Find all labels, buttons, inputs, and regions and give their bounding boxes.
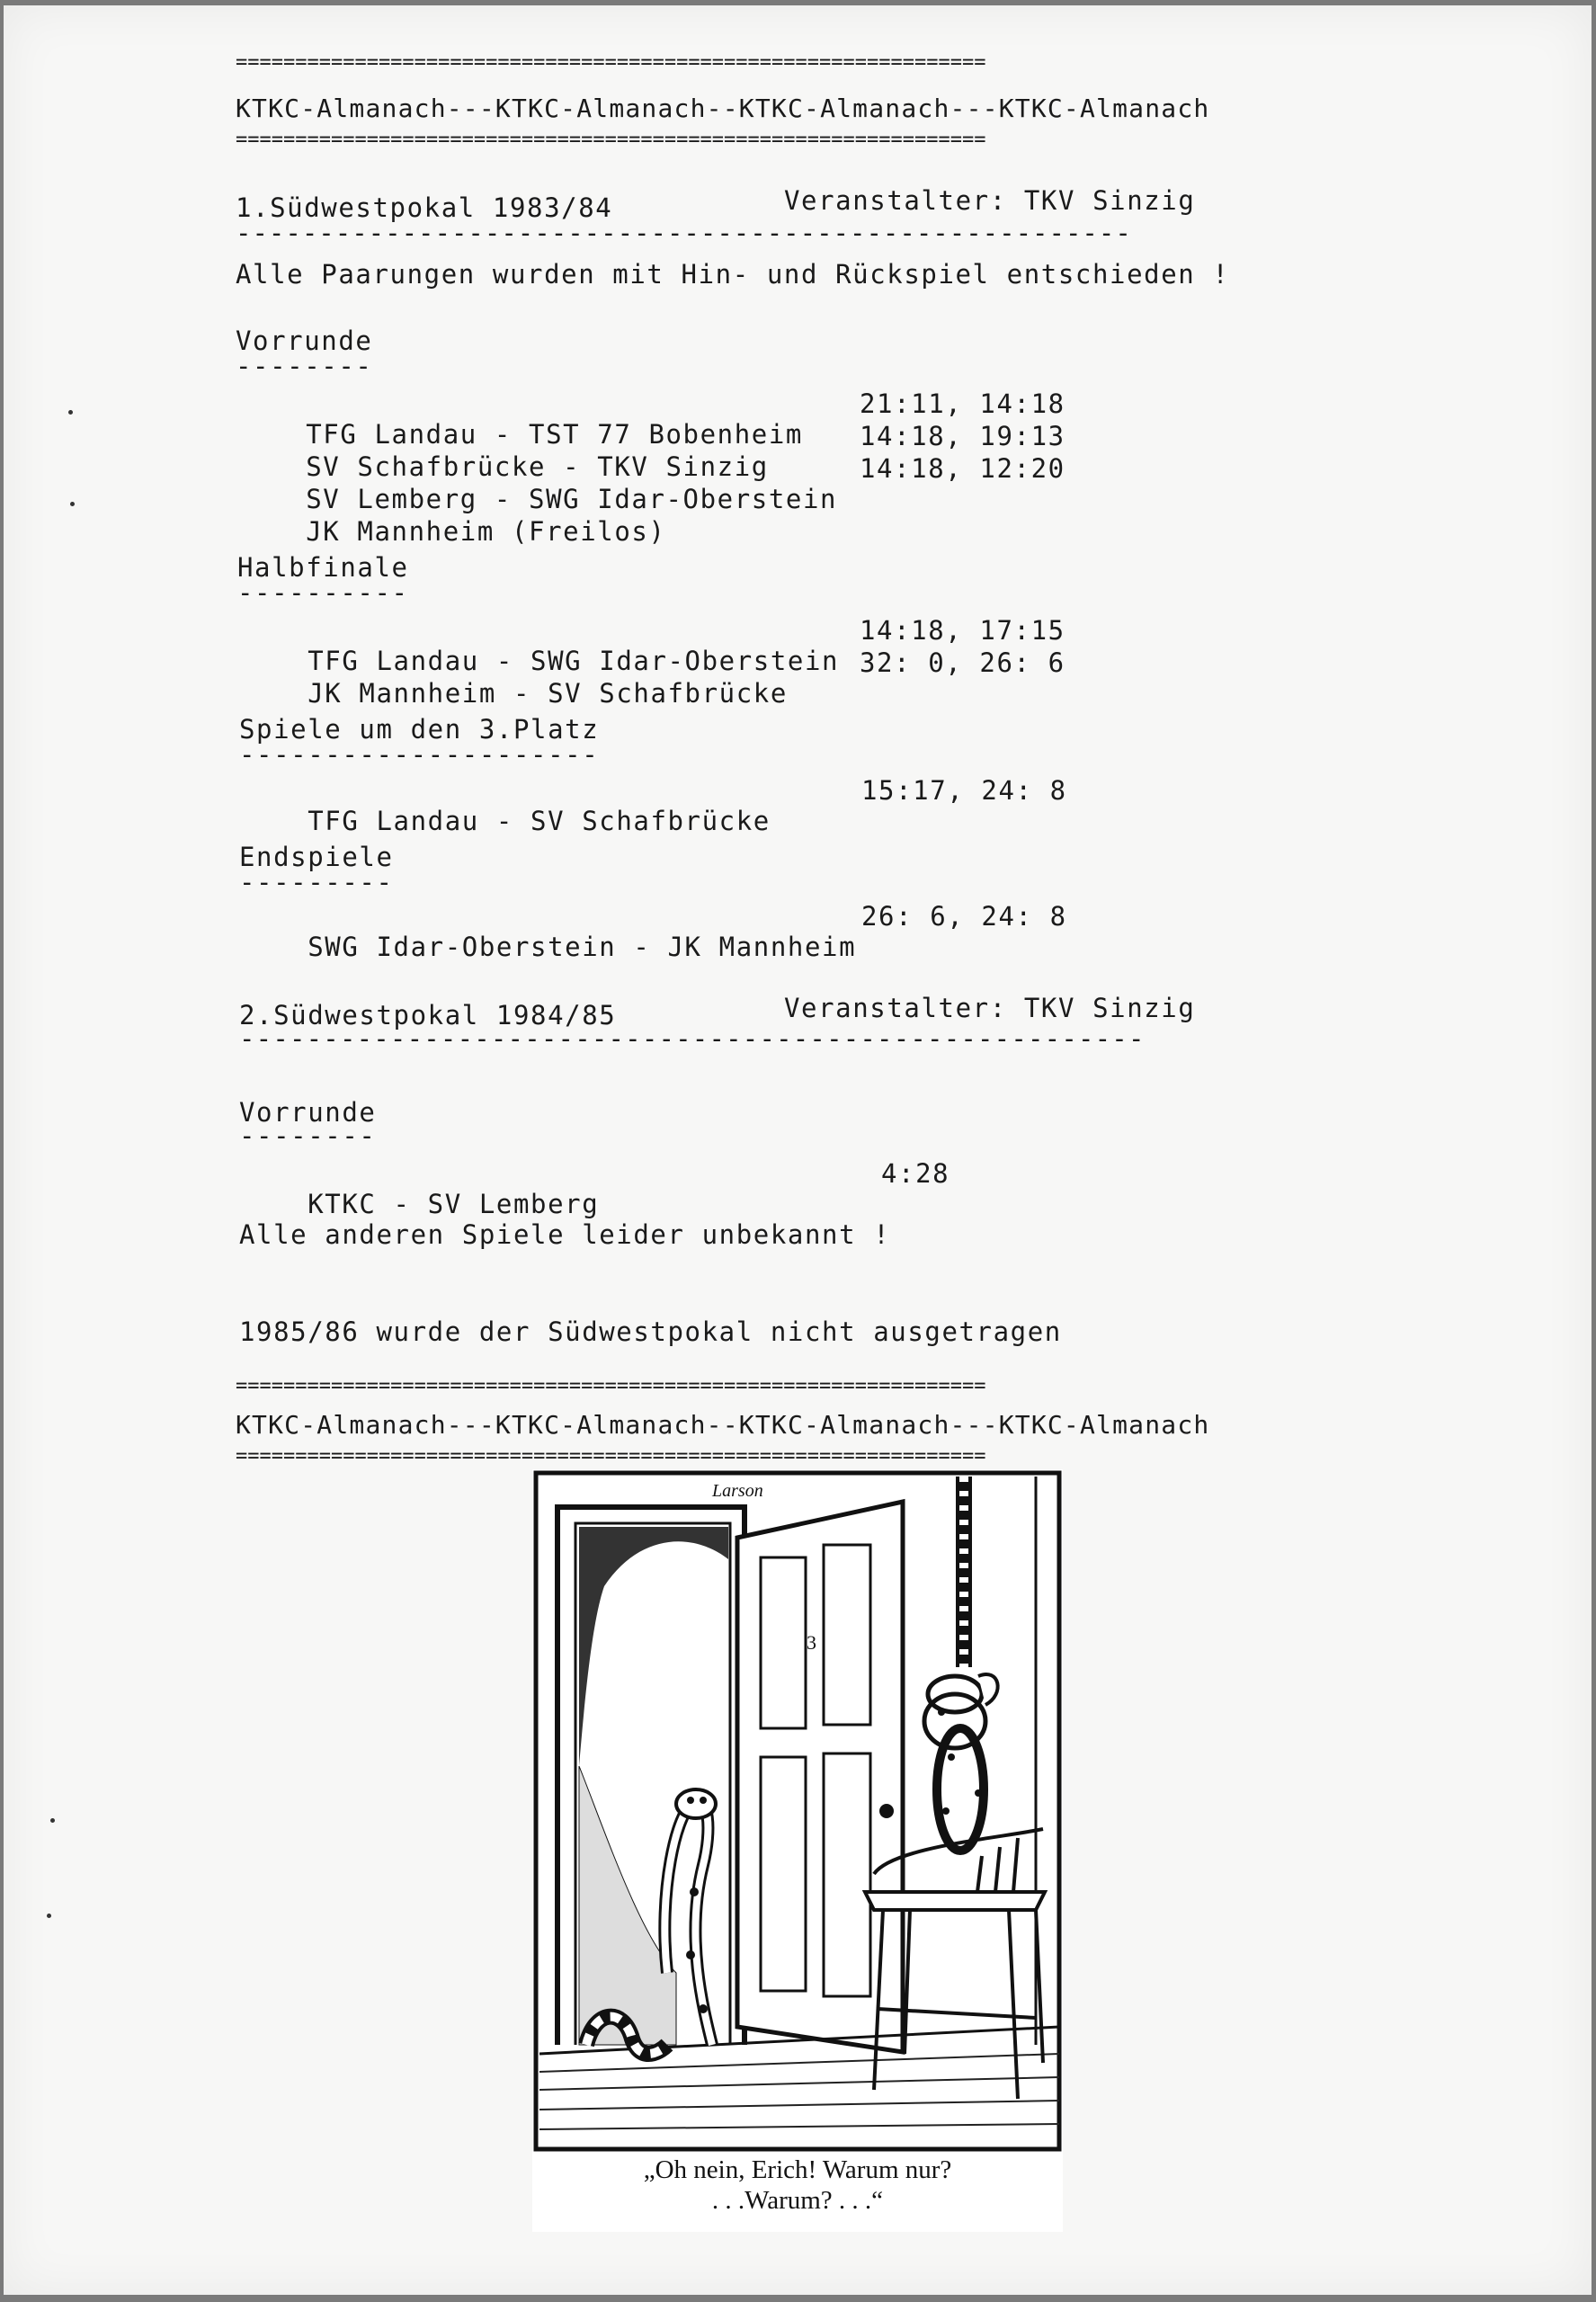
round-underline: -------- <box>236 351 373 381</box>
banner-title-bottom: KTKC-Almanach---KTKC-Almanach--KTKC-Almanach---KTKC-Almanach <box>236 1410 1210 1440</box>
caption-line-2: . . .Warum? . . .“ <box>711 2186 884 2215</box>
cartoon-signature: Larson <box>712 1481 763 1501</box>
match-pairing: TFG Landau - SV Schafbrücke <box>308 806 771 836</box>
match-score: 14:18, 17:15 <box>860 615 1065 646</box>
paper-speck <box>47 1914 51 1918</box>
match-pairing: TFG Landau - TST 77 Bobenheim <box>306 419 803 450</box>
round-heading-halbfinale: Halbfinale <box>237 552 409 583</box>
match-pairing: SV Lemberg - SWG Idar-Oberstein <box>306 484 838 514</box>
banner-rule-bottom: =============================================================== <box>236 1376 986 1397</box>
cup1-title: 1.Südwestpokal 1983/84 <box>236 192 613 223</box>
almanac-page <box>4 5 1592 2295</box>
match-score: 32: 0, 26: 6 <box>860 647 1065 678</box>
banner-title-top: KTKC-Almanach---KTKC-Almanach--KTKC-Almanach---KTKC-Almanach <box>236 94 1210 123</box>
cup2-underline: ------------------------------------------------------ <box>239 1023 1146 1054</box>
door-number: 3 <box>807 1631 816 1654</box>
match-score: 15:17, 24: 8 <box>861 775 1067 806</box>
cup2-note: Alle anderen Spiele leider unbekannt ! <box>239 1219 891 1250</box>
paper-speck <box>70 502 75 506</box>
match-pairing: SV Schafbrücke - TKV Sinzig <box>306 451 769 482</box>
cup2-organizer: Veranstalter: TKV Sinzig <box>784 993 1196 1023</box>
banner-rule-top-2: =============================================================== <box>236 129 986 151</box>
match-score: 4:28 <box>881 1158 950 1189</box>
paper-speck <box>68 410 73 415</box>
round-underline: --------------------- <box>239 739 600 770</box>
match-pairing: KTKC - SV Lemberg <box>308 1189 600 1219</box>
match-pairing: JK Mannheim - SV Schafbrücke <box>308 678 788 709</box>
cup1-organizer: Veranstalter: TKV Sinzig <box>784 185 1196 216</box>
banner-rule-bottom-2: =============================================================== <box>236 1446 986 1468</box>
cartoon-drawing <box>532 1469 1063 2153</box>
door-knob-icon <box>879 1804 894 1818</box>
match-score: 14:18, 19:13 <box>860 421 1065 451</box>
round-underline: --------- <box>239 867 394 897</box>
cup3-note: 1985/86 wurde der Südwestpokal nicht ausgetragen <box>239 1316 1062 1347</box>
paper-speck <box>50 1818 55 1823</box>
round-heading-third-place: Spiele um den 3.Platz <box>239 714 600 745</box>
cartoon <box>532 1469 1063 2232</box>
caption-line-1: „Oh nein, Erich! Warum nur? <box>643 2155 952 2184</box>
match-score: 21:11, 14:18 <box>860 388 1065 419</box>
round-underline: ---------- <box>237 577 409 608</box>
cup2-round-heading: Vorrunde <box>239 1097 377 1128</box>
banner-rule-top: =============================================================== <box>236 52 986 74</box>
match-pairing: JK Mannheim (Freilos) <box>306 516 666 547</box>
cup2-title: 2.Südwestpokal 1984/85 <box>239 1000 617 1031</box>
round-underline: -------- <box>239 1120 377 1151</box>
cup1-underline: ------------------------------------------------------ <box>236 218 1132 248</box>
match-score: 26: 6, 24: 8 <box>861 901 1067 932</box>
cup1-note: Alle Paarungen wurden mit Hin- und Rückspiel entschieden ! <box>236 259 1230 290</box>
match-pairing: TFG Landau - SWG Idar-Oberstein <box>308 646 840 676</box>
match-pairing: SWG Idar-Oberstein - JK Mannheim <box>308 932 857 962</box>
match-score: 14:18, 12:20 <box>860 453 1065 484</box>
round-heading-endspiele: Endspiele <box>239 842 394 872</box>
cartoon-caption <box>532 2155 1063 2216</box>
round-heading-vorrunde: Vorrunde <box>236 326 373 356</box>
